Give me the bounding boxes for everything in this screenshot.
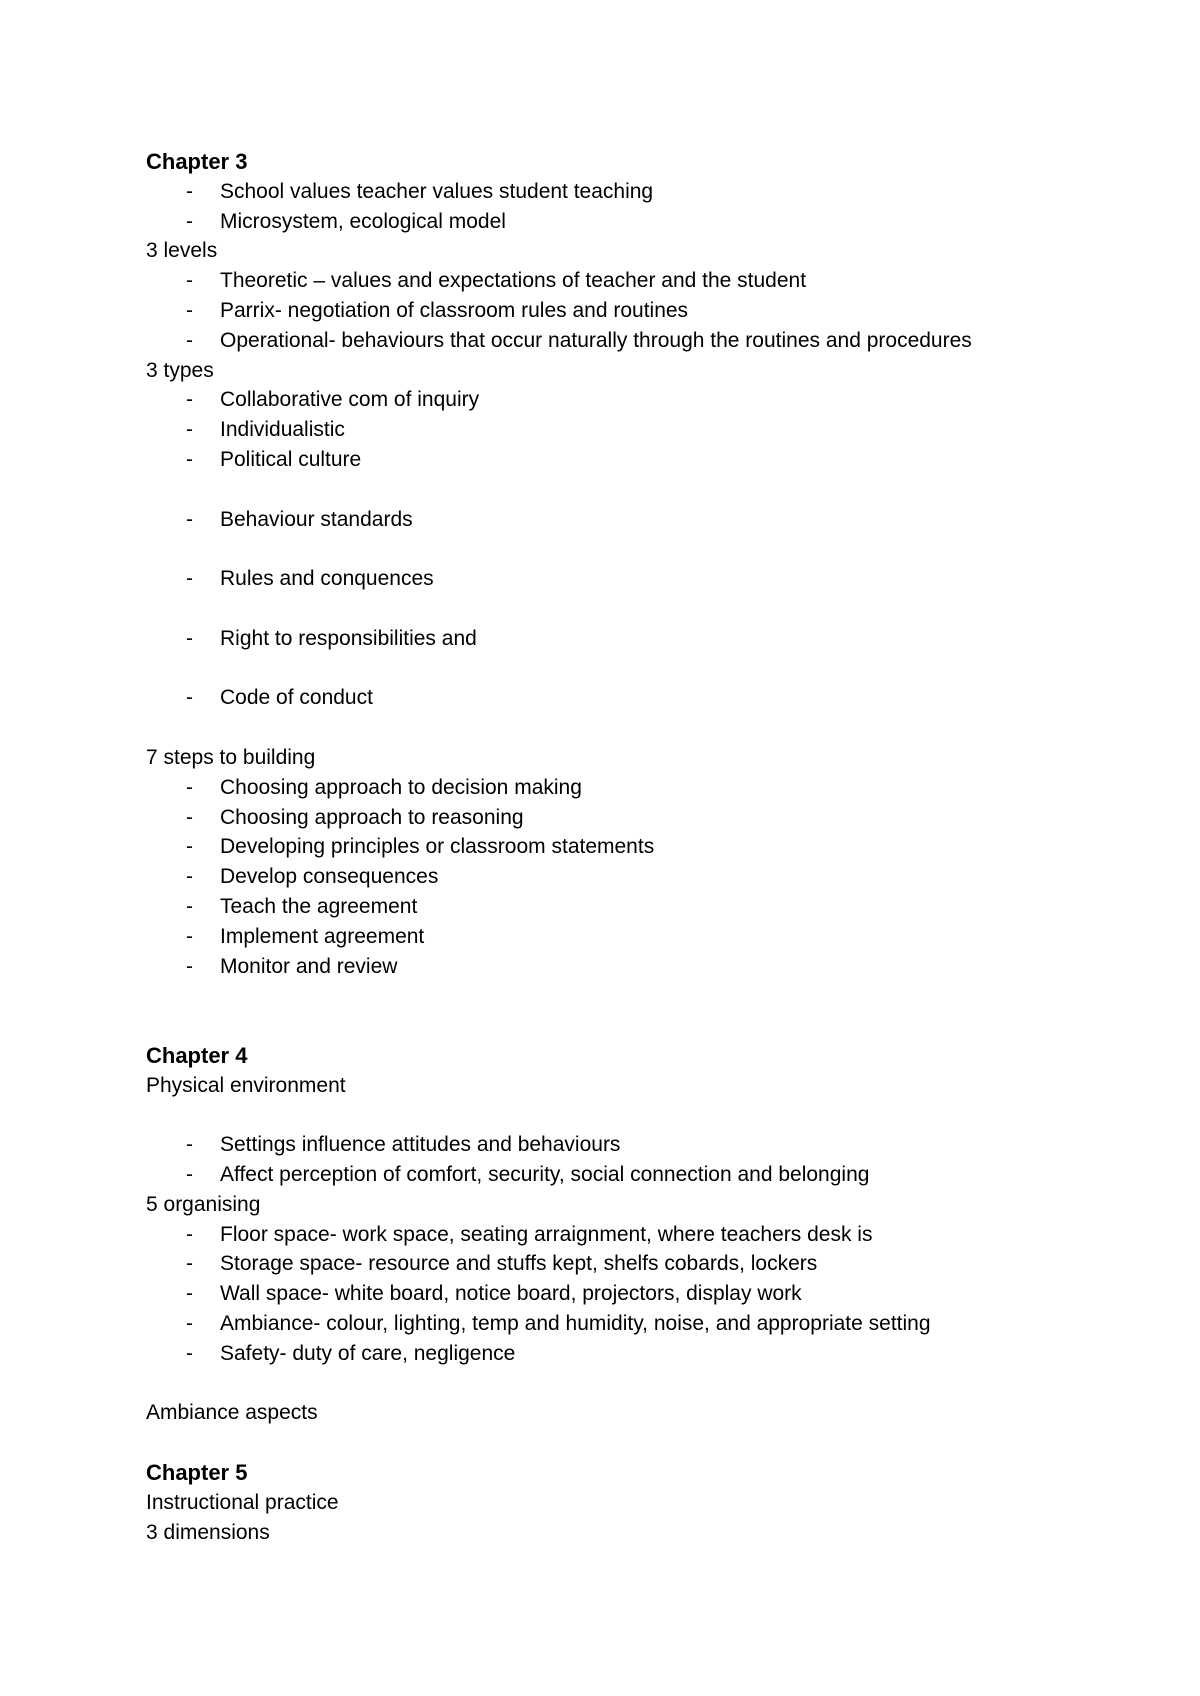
bullet-dash: -	[186, 865, 193, 889]
bullet-text: Individualistic	[220, 418, 345, 442]
blank-line	[146, 981, 1126, 1011]
bullet-dash: -	[186, 894, 193, 918]
bullet-item	[146, 1279, 1126, 1309]
bullet-text: Teach the agreement	[220, 894, 418, 918]
bullet-dash: -	[186, 954, 193, 978]
chapter-heading: Chapter 3	[146, 149, 248, 174]
bullet-text: Monitor and review	[220, 954, 398, 978]
bullet-dash: -	[186, 447, 193, 471]
bullet-item	[146, 385, 1126, 415]
chapter-heading: Chapter 4	[146, 1042, 248, 1068]
bullet-item	[146, 1130, 1126, 1160]
bullet-dash: -	[186, 924, 193, 948]
bullet-item	[146, 326, 1126, 356]
bullet-item	[146, 832, 1126, 862]
bullet-dash: -	[186, 1133, 193, 1157]
bullet-item	[146, 1309, 1126, 1339]
bullet-item	[146, 415, 1126, 445]
bullet-dash: -	[186, 1282, 193, 1306]
bullet-item	[146, 207, 1126, 237]
bullet-item	[146, 892, 1126, 922]
bullet-item	[146, 803, 1126, 833]
bullet-item	[146, 862, 1126, 892]
blank-line	[146, 594, 1126, 624]
bullet-text: Implement agreement	[220, 924, 425, 948]
section-label: 5 organising	[146, 1192, 261, 1216]
blank-line	[146, 475, 1126, 505]
bullet-text: Develop consequences	[220, 865, 439, 889]
bullet-item	[146, 1160, 1126, 1190]
bullet-text: Settings influence attitudes and behaviours	[220, 1133, 621, 1157]
blank-line	[146, 534, 1126, 564]
bullet-dash: -	[186, 835, 193, 859]
bullet-text: Collaborative com of inquiry	[220, 388, 480, 412]
bullet-text: Political culture	[220, 447, 362, 471]
bullet-dash: -	[186, 567, 193, 591]
bullet-text: Rules and conquences	[220, 567, 434, 591]
blank-line	[146, 654, 1126, 684]
blank-line	[146, 1101, 1126, 1131]
bullet-dash: -	[186, 179, 193, 203]
bullet-dash: -	[186, 328, 193, 352]
bullet-item	[146, 624, 1126, 654]
bullet-item	[146, 922, 1126, 952]
blank-line	[146, 1428, 1126, 1458]
bullet-dash: -	[186, 626, 193, 650]
blank-line	[146, 1011, 1126, 1041]
bullet-text: Choosing approach to decision making	[220, 775, 582, 799]
bullet-item	[146, 505, 1126, 535]
bullet-text: Parrix- negotiation of classroom rules and routines	[220, 298, 689, 322]
bullet-dash: -	[186, 1163, 193, 1187]
bullet-dash: -	[186, 1252, 193, 1276]
bullet-text: Affect perception of comfort, security, social connection and belonging	[220, 1163, 870, 1187]
bullet-dash: -	[186, 686, 193, 710]
bullet-item	[146, 1249, 1126, 1279]
section-label: 3 levels	[146, 239, 218, 263]
blank-line	[146, 1369, 1126, 1399]
bullet-dash: -	[186, 1312, 193, 1336]
bullet-text: Behaviour standards	[220, 507, 413, 531]
bullet-item	[146, 564, 1126, 594]
section-label: Ambiance aspects	[146, 1401, 318, 1425]
section-label: Physical environment	[146, 1073, 346, 1097]
bullet-item	[146, 266, 1126, 296]
section-label: 3 types	[146, 358, 214, 382]
bullet-item	[146, 1339, 1126, 1369]
bullet-dash: -	[186, 418, 193, 442]
bullet-dash: -	[186, 1341, 193, 1365]
bullet-item	[146, 177, 1126, 207]
bullet-item	[146, 1220, 1126, 1250]
document-body	[146, 147, 1126, 1547]
bullet-text: Right to responsibilities and	[220, 626, 477, 650]
bullet-item	[146, 445, 1126, 475]
bullet-item	[146, 683, 1126, 713]
bullet-dash: -	[186, 298, 193, 322]
bullet-text: Theoretic – values and expectations of teacher and the student	[220, 269, 807, 293]
bullet-dash: -	[186, 805, 193, 829]
bullet-text: Ambiance- colour, lighting, temp and humidity, noise, and appropriate setting	[220, 1312, 931, 1336]
bullet-text: Storage space- resource and stuffs kept, shelfs cobards, lockers	[220, 1252, 818, 1276]
bullet-text: School values teacher values student teaching	[220, 179, 654, 203]
bullet-item	[146, 296, 1126, 326]
bullet-dash: -	[186, 1222, 193, 1246]
bullet-dash: -	[186, 775, 193, 799]
bullet-item	[146, 773, 1126, 803]
bullet-text: Developing principles or classroom statements	[220, 835, 655, 859]
bullet-dash: -	[186, 269, 193, 293]
bullet-text: Code of conduct	[220, 686, 373, 710]
bullet-dash: -	[186, 209, 193, 233]
section-label: Instructional practice	[146, 1490, 339, 1514]
bullet-text: Microsystem, ecological model	[220, 209, 506, 233]
bullet-dash: -	[186, 388, 193, 412]
bullet-text: Operational- behaviours that occur naturally through the routines and procedures	[220, 328, 972, 352]
bullet-dash: -	[186, 507, 193, 531]
chapter-heading: Chapter 5	[146, 1460, 248, 1486]
section-label: 7 steps to building	[146, 745, 316, 769]
bullet-item	[146, 952, 1126, 982]
bullet-text: Safety- duty of care, negligence	[220, 1341, 516, 1365]
bullet-text: Floor space- work space, seating arraignment, where teachers desk is	[220, 1222, 873, 1246]
bullet-text: Choosing approach to reasoning	[220, 805, 524, 829]
bullet-text: Wall space- white board, notice board, projectors, display work	[220, 1282, 802, 1306]
section-label: 3 dimensions	[146, 1520, 270, 1544]
blank-line	[146, 713, 1126, 743]
